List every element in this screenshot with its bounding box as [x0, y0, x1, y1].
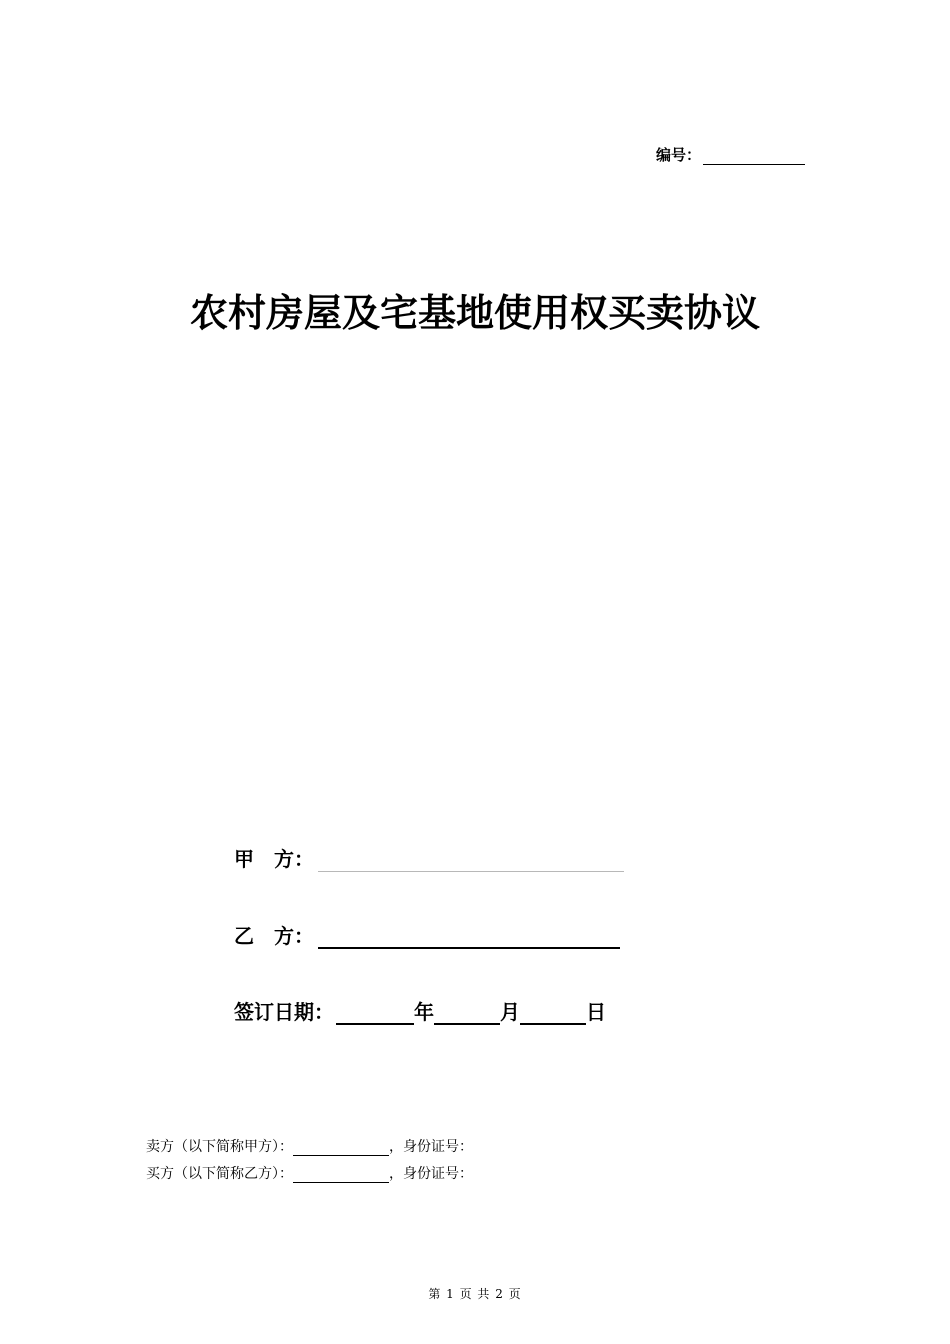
seller-info-line [146, 1136, 473, 1156]
page-number: 第 1 页 共 2 页 [428, 1287, 522, 1301]
month-label: 月 [500, 1000, 520, 1024]
month-blank[interactable] [434, 1001, 500, 1025]
party-a-label: 甲 方： [234, 847, 314, 871]
party-a-blank[interactable] [318, 849, 624, 872]
party-b-blank[interactable] [318, 925, 620, 949]
serial-blank[interactable] [703, 149, 805, 165]
seller-name-blank[interactable] [293, 1141, 389, 1156]
sign-date-label: 签订日期： [234, 1000, 334, 1024]
buyer-id-label: ，身份证号： [389, 1166, 473, 1182]
seller-label: 卖方（以下简称甲方）： [146, 1139, 293, 1155]
page-title: 农村房屋及宅基地使用权买卖协议 [189, 290, 760, 335]
sign-date-row [234, 996, 606, 1025]
serial-number [656, 144, 805, 165]
seller-id-label: ，身份证号： [389, 1139, 473, 1155]
buyer-label: 买方（以下简称乙方）： [146, 1166, 293, 1182]
buyer-name-blank[interactable] [293, 1168, 389, 1183]
party-b-label: 乙 方： [234, 924, 314, 948]
year-label: 年 [414, 1000, 434, 1024]
party-b-row [234, 920, 620, 949]
day-label: 日 [586, 1000, 606, 1024]
buyer-info-line [146, 1163, 473, 1183]
day-blank[interactable] [520, 1001, 586, 1025]
serial-label: 编号： [656, 146, 702, 164]
party-a-row [234, 843, 624, 872]
year-blank[interactable] [336, 1001, 414, 1025]
